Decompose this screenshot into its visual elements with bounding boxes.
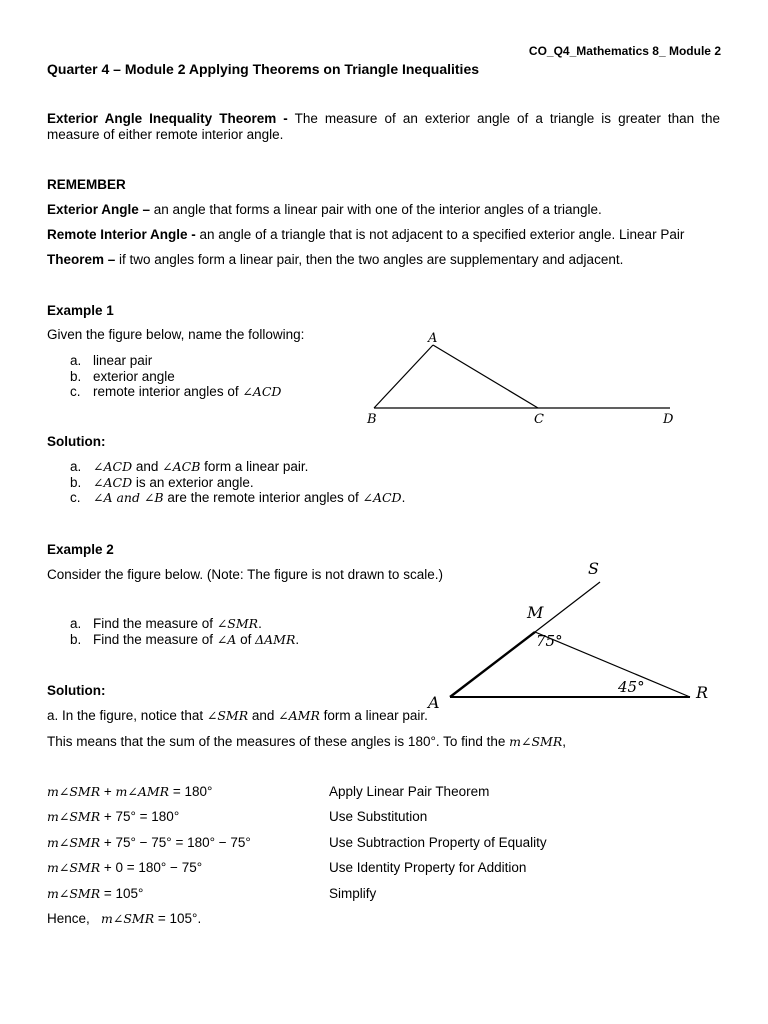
step-equation: m∠SMR + 75° − 75° = 180° − 75° — [47, 835, 251, 850]
segment-ac — [433, 345, 538, 408]
point-r-label: R — [696, 683, 709, 702]
list-item: b. ∠ACD is an exterior angle. — [70, 474, 254, 490]
remember-heading: REMEMBER — [47, 177, 126, 192]
conclusion: Hence, m∠SMR = 105°. — [47, 911, 202, 926]
example1-list — [47, 353, 281, 400]
example1-solution-heading: Solution: — [47, 434, 106, 449]
solution-b-text: This means that the sum of the measures of these angles is 180°. To find the m∠SMR, — [47, 734, 567, 749]
step-equation: m∠SMR + m∠AMR = 180° — [47, 784, 213, 799]
list-item: a. linear pair — [70, 353, 153, 368]
ray-ms — [535, 582, 600, 632]
module-code: CO_Q4_Mathematics 8_ Module 2 — [528, 44, 721, 58]
triangle-abc-figure — [360, 325, 690, 430]
step-reason: Simplify — [329, 886, 377, 901]
segment-am — [450, 632, 535, 697]
theorem-paragraph — [47, 111, 720, 143]
example1-heading: Example 1 — [47, 303, 114, 318]
step-reason: Use Subtraction Property of Equality — [329, 835, 547, 850]
step-reason: Use Substitution — [329, 809, 428, 824]
list-item: a. ∠ACD and ∠ACB form a linear pair. — [70, 459, 309, 474]
angle-m-measure: 75° — [536, 632, 563, 650]
step-equation: m∠SMR + 75° = 180° — [47, 809, 180, 824]
step-reason: Apply Linear Pair Theorem — [329, 784, 490, 799]
angle-r-measure: 45° — [618, 678, 645, 696]
example2-prompt: Consider the figure below. (Note: The figure is not drawn to scale.) — [47, 567, 443, 582]
example2-list — [47, 616, 299, 647]
step-equation: m∠SMR = 105° — [47, 886, 144, 901]
linear-pair-theorem: Theorem – if two angles form a linear pair, then the two angles are supplementary and adjacent. — [47, 252, 624, 267]
point-s-label: S — [588, 559, 599, 578]
list-item: b. exterior angle — [70, 368, 175, 384]
point-m-label: M — [527, 603, 544, 622]
remote-interior-definition: Remote Interior Angle - an angle of a triangle that is not adjacent to a specified exterior angle. Linear Pair — [47, 227, 685, 242]
step-equation: m∠SMR + 0 = 180° − 75° — [47, 860, 203, 875]
solution-a-text: a. In the figure, notice that ∠SMR and ∠AMR form a linear pair. — [47, 708, 428, 723]
step-reason: Use Identity Property for Addition — [329, 860, 527, 875]
example2-heading: Example 2 — [47, 542, 114, 557]
list-item: a. Find the measure of ∠SMR. — [70, 616, 262, 631]
vertex-b-label: B — [367, 412, 377, 427]
theorem-text: The measure of an exterior angle of a triangle is greater than the measure of either remote interior angle. — [47, 111, 721, 142]
vertex-c-label: C — [534, 412, 544, 427]
example1-solution-list — [47, 459, 405, 506]
exterior-angle-definition: Exterior Angle – an angle that forms a linear pair with one of the interior angles of a triangle. — [47, 202, 602, 217]
point-a-label: A — [428, 693, 440, 712]
segment-ba — [374, 345, 433, 408]
vertex-a-label: A — [428, 331, 438, 346]
list-item: c. remote interior angles of ∠ACD — [70, 384, 282, 399]
vertex-d-label: D — [663, 412, 674, 427]
list-item: c. ∠A and ∠B are the remote interior angles of ∠ACD. — [70, 490, 406, 505]
triangle-amr-figure — [420, 555, 720, 715]
theorem-name: Exterior Angle Inequality Theorem - — [47, 111, 288, 126]
list-item: b. Find the measure of ∠A of ΔAMR. — [70, 631, 300, 647]
page-title: Quarter 4 – Module 2 Applying Theorems on Triangle Inequalities — [47, 61, 480, 77]
example2-solution-heading: Solution: — [47, 683, 106, 698]
example1-prompt: Given the figure below, name the following: — [47, 327, 305, 342]
